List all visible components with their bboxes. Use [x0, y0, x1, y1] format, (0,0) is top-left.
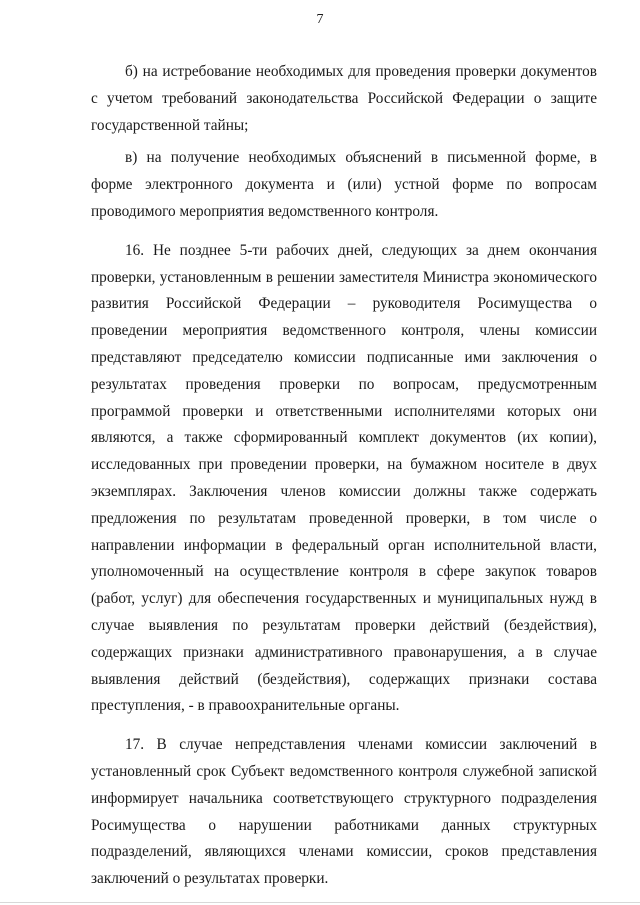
- document-body: [91, 59, 597, 905]
- scan-edge-line: [0, 902, 640, 903]
- paragraph-b: б) на истребование необходимых для проведения проверки документов с учетом требований законодательства Российской Федерации о защите государственной тайны;: [91, 63, 597, 134]
- paragraph-16: 16. Не позднее 5-ти рабочих дней, следующих за днем окончания проверки, установленным в решении заместителя Министра экономического развития Российской Федерации – руководителя Росимущества о проведении мероприятия ведомственного контроля, члены комиссии представляют председателю комиссии подписанные ими заключения о результатах проведения проверки по вопросам, предусмотренным программой проверки и ответственными исполнителями которых они являются, а также сформированный комплект документов (их копии), исследованных при проведении проверки, на бумажном носителе в двух экземплярах. Заключения членов комиссии должны также содержать предложения по результатам проведенной проверки, в том числе о направлении информации в федеральный орган исполнительной власти, уполномоченный на осуществление контроля в сфере закупок товаров (работ, услуг) для обеспечения государственных и муниципальных нужд в случае выявления по результатам проверки действий (бездействия), содержащих признаки административного правонарушения, а в случае выявления действий (бездействия), содержащих признаки состава преступления, - в правоохранительные органы.: [91, 241, 597, 715]
- page-number: 7: [316, 12, 324, 27]
- paragraph-17: 17. В случае непредставления членами комиссии заключений в установленный срок Субъект ведомственного контроля служебной запиской информирует начальника соответствующего структурного подразделения Росимущества о нарушении работниками данных структурных подразделений, являющихся членами комиссии, сроков представления заключений о результатах проверки.: [91, 736, 597, 888]
- paragraph-v: в) на получение необходимых объяснений в письменной форме, в форме электронного документа и (или) устной форме по вопросам проводимого мероприятия ведомственного контроля.: [91, 149, 597, 220]
